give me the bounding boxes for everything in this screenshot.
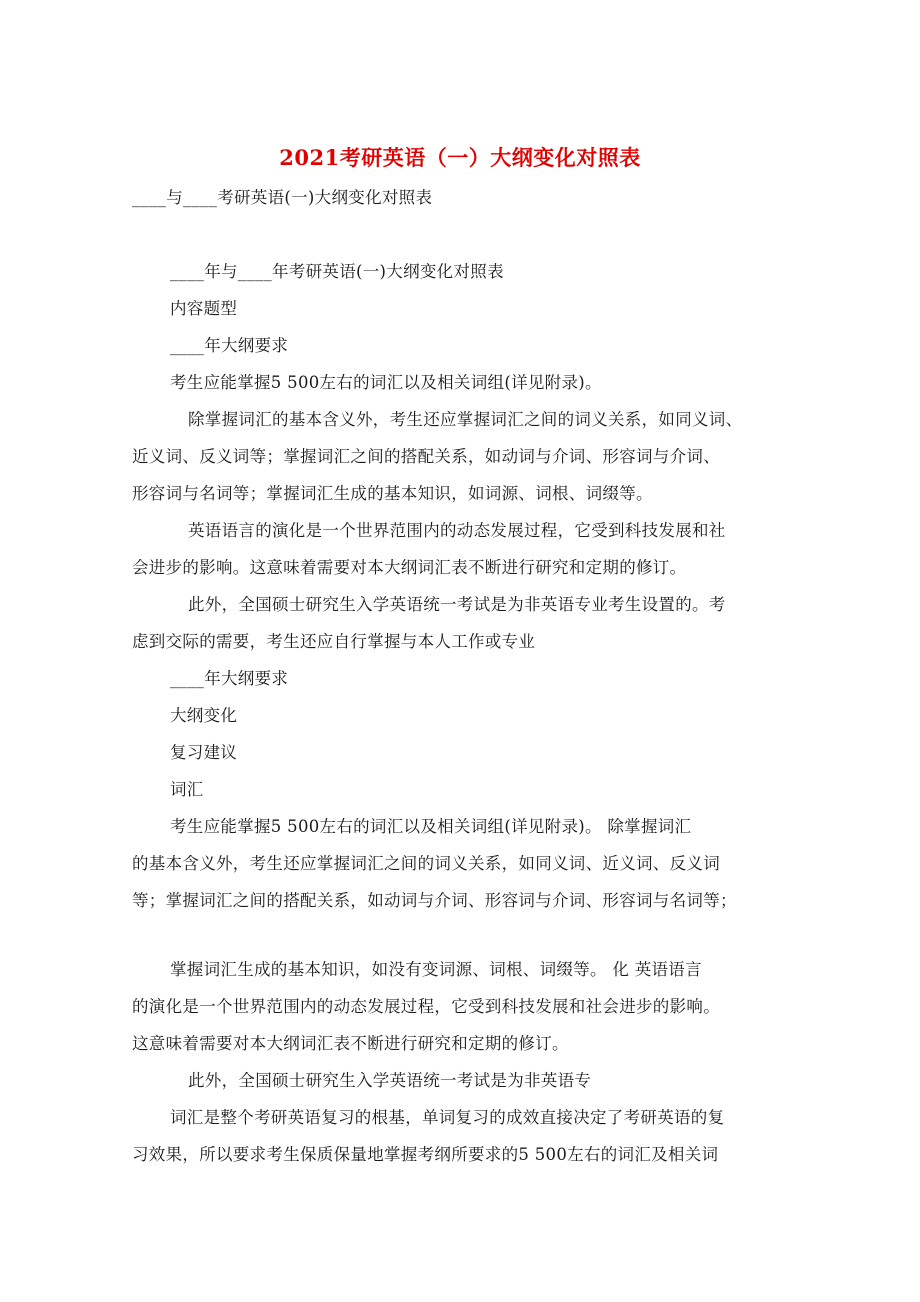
paragraph-line: 习效果，所以要求考生保质保量地掌握考纲所要求的5 500左右的词汇及相关词 [132,1145,719,1164]
paragraph-line: 会进步的影响。这意味着需要对本大纲词汇表不断进行研究和定期的修订。 [132,558,687,577]
paragraph-line: 考生应能掌握5 500左右的词汇以及相关词组(详见附录)。 除掌握词汇 [170,817,692,836]
document-title: 2021考研英语（一）大纲变化对照表 [279,145,641,170]
column-header-new-syllabus: ____年大纲要求 [170,669,289,688]
paragraph-line: 虑到交际的需要，考生还应自行掌握与本人工作或专业 [132,632,536,651]
column-header-changes: 大纲变化 [170,706,238,725]
subtitle-line: ____与____考研英语(一)大纲变化对照表 [132,188,433,207]
paragraph-line: 的演化是一个世界范围内的动态发展过程，它受到科技发展和社会进步的影响。 [132,997,720,1016]
paragraph-line: 形容词与名词等；掌握词汇生成的基本知识，如词源、词根、词缀等。 [132,484,653,503]
paragraph-line: 的基本含义外，考生还应掌握词汇之间的词义关系，如同义词、近义词、反义词 [132,854,720,873]
row-label-vocabulary: 词汇 [170,780,204,799]
paragraph-line: 近义词、反义词等；掌握词汇之间的搭配关系，如动词与介词、形容词与介词、 [132,447,720,466]
paragraph-line: 掌握词汇生成的基本知识，如没有变词源、词根、词缀等。 化 英语语言 [170,960,702,979]
column-header-content-type: 内容题型 [170,299,238,318]
paragraph-line: 这意味着需要对本大纲词汇表不断进行研究和定期的修订。 [132,1034,569,1053]
paragraph-line: 等；掌握词汇之间的搭配关系，如动词与介词、形容词与介词、形容词与名词等； [132,891,737,910]
table-caption: ____年与____年考研英语(一)大纲变化对照表 [170,262,504,281]
paragraph-line: 此外，全国硕士研究生入学英语统一考试是为非英语专业考生设置的。考 [188,595,726,614]
paragraph-line: 词汇是整个考研英语复习的根基，单词复习的成效直接决定了考研英语的复 [170,1108,725,1127]
paragraph-line: 除掌握词汇的基本含义外，考生还应掌握词汇之间的词义关系，如同义词、 [188,410,743,429]
paragraph-line: 此外，全国硕士研究生入学英语统一考试是为非英语专 [188,1071,592,1090]
paragraph-line: 英语语言的演化是一个世界范围内的动态发展过程，它受到科技发展和社 [188,521,726,540]
column-header-advice: 复习建议 [170,743,238,762]
paragraph-line: 考生应能掌握5 500左右的词汇以及相关词组(详见附录)。 [170,373,602,392]
column-header-old-syllabus: ____年大纲要求 [170,336,289,355]
